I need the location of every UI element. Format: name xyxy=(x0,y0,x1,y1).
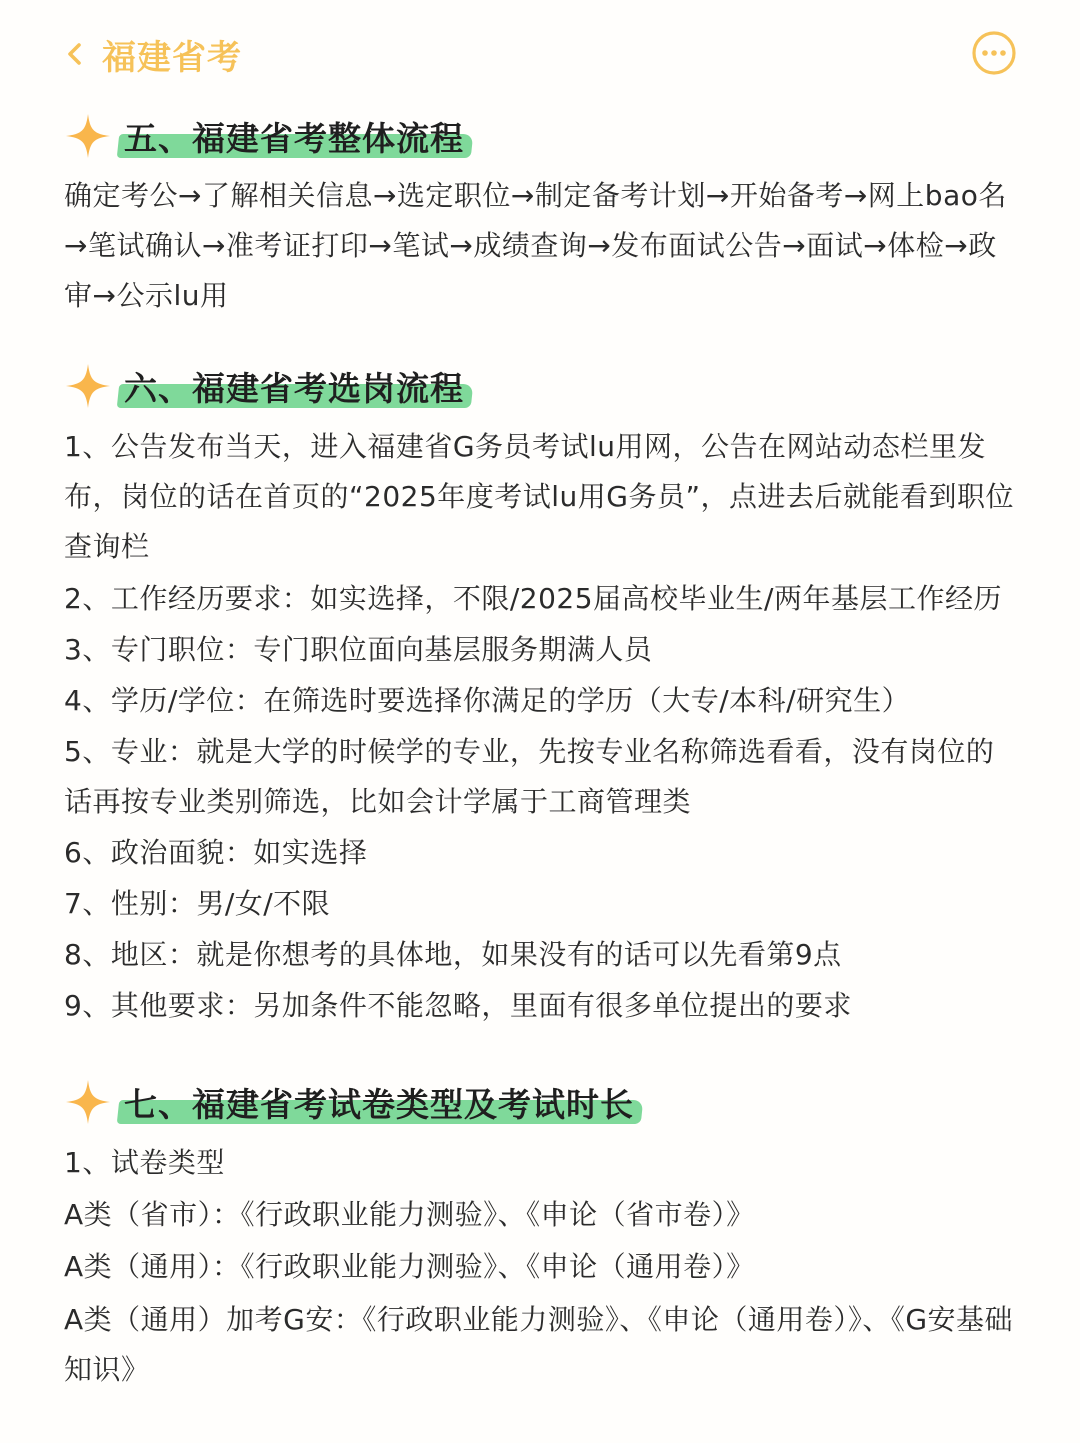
section-heading-6 xyxy=(64,358,472,414)
section-title: 七、福建省考试卷类型及考试时长 xyxy=(124,1084,634,1124)
list-item: 2、工作经历要求：如实选择，不限/2025届高校毕业生/两年基层工作经历 xyxy=(64,582,1002,615)
section-heading-5 xyxy=(64,108,472,164)
sparkle-icon xyxy=(64,362,112,410)
list-item: 6、政治面貌：如实选择 xyxy=(64,836,368,869)
process-flow-text: 确定考公→了解相关信息→选定职位→制定备考计划→开始备考→网上bao名→笔试确认→准考证打印→笔试→成绩查询→发布面试公告→面试→体检→政审→公示lu用 xyxy=(64,179,1007,312)
section-title: 五、福建省考整体流程 xyxy=(124,118,464,158)
list-item: A类（通用）：《行政职业能力测验》、《申论（通用卷）》 xyxy=(64,1250,755,1283)
page-title: 福建省考 xyxy=(102,37,242,78)
chevron-left-icon xyxy=(62,41,88,67)
list-item: 4、学历/学位：在筛选时要选择你满足的学历（大专/本科/研究生） xyxy=(64,684,911,717)
top-bar xyxy=(0,0,1080,110)
more-icon xyxy=(970,29,1018,77)
list-item: 1、试卷类型 xyxy=(64,1146,225,1179)
list-item: 7、性别：男/女/不限 xyxy=(64,887,331,920)
sparkle-icon xyxy=(64,112,112,160)
section-title: 六、福建省考选岗流程 xyxy=(124,368,464,408)
list-item: A类（省市）：《行政职业能力测验》、《申论（省市卷）》 xyxy=(64,1198,755,1231)
list-item: 1、公告发布当天，进入福建省G务员考试lu用网，公告在网站动态栏里发布，岗位的话在首页的“2025年度考试lu用G务员”，点进去后就能看到职位查询栏 xyxy=(64,430,1014,563)
list-item: A类（通用）加考G安：《行政职业能力测验》、《申论（通用卷）》、《G安基础知识》 xyxy=(64,1303,1014,1386)
list-item: 5、专业：就是大学的时候学的专业，先按专业名称筛选看看，没有岗位的话再按专业类别筛选，比如会计学属于工商管理类 xyxy=(64,735,995,818)
back-button[interactable] xyxy=(62,30,242,78)
sparkle-icon xyxy=(64,1078,112,1126)
list-item: 3、专门职位：专门职位面向基层服务期满人员 xyxy=(64,633,653,666)
section-heading-7 xyxy=(64,1074,642,1130)
list-item: 8、地区：就是你想考的具体地，如果没有的话可以先看第9点 xyxy=(64,938,842,971)
list-item: 9、其他要求：另加条件不能忽略，里面有很多单位提出的要求 xyxy=(64,989,852,1022)
more-button[interactable] xyxy=(970,29,1018,77)
